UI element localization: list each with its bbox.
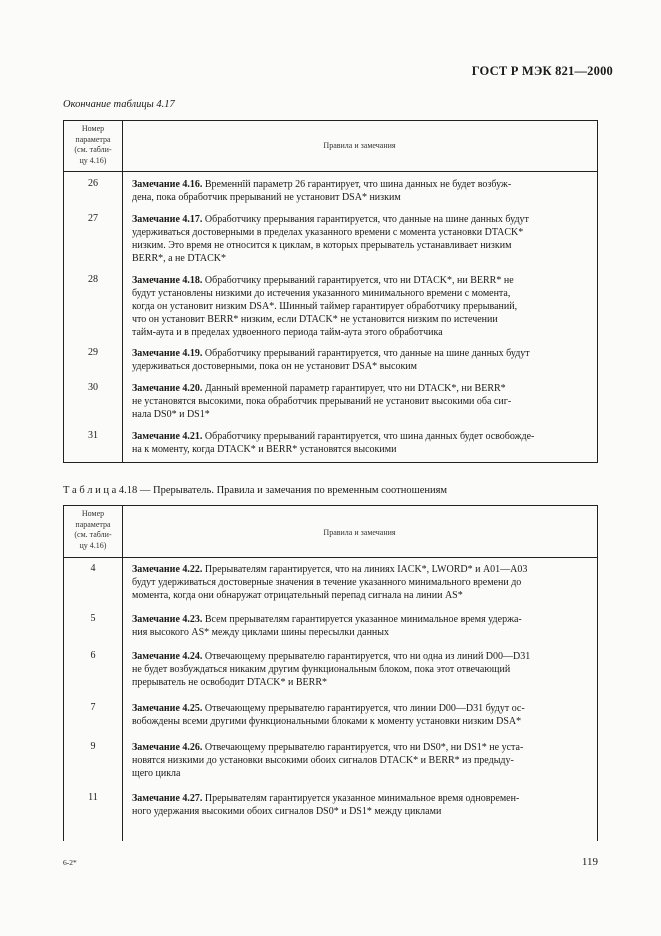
note-text bbox=[132, 347, 588, 373]
note-line: ного удержания высокими обоих сигналов DS0* и DS1* между циклами bbox=[132, 806, 442, 817]
note-title: Замечание 4.20. bbox=[132, 383, 203, 394]
col1-header bbox=[64, 124, 122, 166]
note-line: удерживаться достоверными, пока он не установит DSA* высоким bbox=[132, 361, 417, 372]
table-4-17-end bbox=[63, 120, 598, 463]
param-number: 9 bbox=[90, 741, 96, 752]
note-text bbox=[132, 702, 588, 728]
param-number: 7 bbox=[90, 702, 96, 713]
col1-header bbox=[64, 509, 122, 551]
note-text bbox=[132, 430, 588, 456]
note-text bbox=[132, 650, 588, 689]
note-line: ния высокого AS* между циклами шины пересылки данных bbox=[132, 627, 390, 638]
param-number: 27 bbox=[88, 213, 98, 224]
note-line: вобождены всеми другими функциональными блоками к моменту установки низким DSA* bbox=[132, 716, 522, 727]
note-text bbox=[132, 274, 588, 339]
note-title: Замечание 4.18. bbox=[132, 275, 203, 286]
note-title: Замечание 4.21. bbox=[132, 431, 203, 442]
note-line: Отвечающему прерывателю гарантируется, что ни DS0*, ни DS1* не уста- bbox=[202, 742, 524, 753]
note-line: не установятся высокими, пока обработчик прерываний не установит высокими оба сиг- bbox=[132, 396, 512, 407]
note-line: Прерывателям гарантируется указанное минимальное время одновремен- bbox=[202, 793, 520, 804]
note-line: Всем прерывателям гарантируется указанное минимальное время удержа- bbox=[202, 614, 522, 625]
table2-caption: Т а б л и ц а 4.18 — Прерыватель. Правила и замечания по временным соотношениям bbox=[63, 485, 448, 496]
note-text bbox=[132, 213, 588, 265]
column-divider bbox=[122, 121, 123, 462]
header-divider bbox=[64, 557, 597, 558]
note-line: Обработчику прерывания гарантируется, что данные на шине данных будут bbox=[202, 214, 529, 225]
note-line: Обработчику прерываний гарантируется, что шина данных будет освобожде- bbox=[202, 431, 535, 442]
header-divider bbox=[64, 171, 597, 172]
col1-header-line: цу 4.16) bbox=[79, 540, 107, 550]
param-number: 4 bbox=[90, 563, 96, 574]
param-number: 6 bbox=[90, 650, 96, 661]
note-title: Замечание 4.16. bbox=[132, 179, 203, 190]
note-line: будут удерживаться достоверные значения в течение указанного минимального времени до bbox=[132, 577, 522, 588]
note-title: Замечание 4.23. bbox=[132, 614, 203, 625]
note-text bbox=[132, 178, 588, 204]
note-line: Отвечающему прерывателю гарантируется, что линии D00—D31 будут ос- bbox=[202, 703, 525, 714]
note-title: Замечание 4.19. bbox=[132, 348, 203, 359]
note-title: Замечание 4.24. bbox=[132, 651, 203, 662]
note-line: будут установлены низкими до истечения указанного минимального времени с момента, bbox=[132, 288, 511, 299]
note-line: прерыватель не освободит DTACK* и BERR* bbox=[132, 677, 327, 688]
col1-header-line: (см. табли- bbox=[74, 530, 112, 539]
note-line: новятся низкими до установки высокими обоих сигналов DTACK* и BERR* из предыду- bbox=[132, 755, 514, 766]
note-line: удерживаться достоверными в пределах указанного времени с момента установки DTACK* bbox=[132, 227, 524, 238]
param-number: 29 bbox=[88, 347, 98, 358]
note-text bbox=[132, 741, 588, 780]
note-line: когда он установит низким DSA*. Шинный таймер гарантирует обработчику прерываний, bbox=[132, 301, 518, 312]
col1-header-line: Номер bbox=[81, 509, 105, 518]
col1-header-line: параметра bbox=[75, 519, 111, 529]
note-title: Замечание 4.27. bbox=[132, 793, 203, 804]
note-line: Временнîй параметр 26 гарантирует, что шина данных не будет возбуж- bbox=[202, 179, 512, 190]
note-line: нала DS0* и DS1* bbox=[132, 409, 210, 420]
col1-header-line: параметра bbox=[75, 134, 111, 144]
footer-signature-mark: 6-2* bbox=[63, 858, 77, 867]
note-line: момента, когда они обнаружат отрицательный перепад сигнала на линии AS* bbox=[132, 590, 463, 601]
note-title: Замечание 4.22. bbox=[132, 564, 203, 575]
col2-header: Правила и замечания bbox=[323, 528, 396, 537]
param-number: 11 bbox=[88, 792, 98, 803]
col1-header-line: цу 4.16) bbox=[79, 155, 107, 165]
note-line: Данный временной параметр гарантирует, что ни DTACK*, ни BERR* bbox=[202, 383, 506, 394]
note-line: низким. Это время не относится к циклам, в которых прерыватель устанавливает низким bbox=[132, 240, 512, 251]
document-header-title: ГОСТ Р МЭК 821—2000 bbox=[471, 64, 613, 78]
note-line: дена, пока обработчик прерываний не установит DSA* низким bbox=[132, 192, 401, 203]
note-line: BERR*, а не DTACK* bbox=[132, 253, 226, 264]
note-line: не будет возбуждаться никаким другим функциональным блоком, пока этот отвечающий bbox=[132, 664, 511, 675]
param-number: 5 bbox=[90, 613, 96, 624]
note-line: что он установит BERR* низким, если DTACK* не установится низким по истечении bbox=[132, 314, 498, 325]
note-line: Отвечающему прерывателю гарантируется, что ни одна из линий D00—D31 bbox=[202, 651, 531, 662]
param-number: 30 bbox=[88, 382, 98, 393]
note-title: Замечание 4.25. bbox=[132, 703, 203, 714]
col1-header-line: Номер bbox=[81, 124, 105, 133]
col2-header: Правила и замечания bbox=[323, 141, 396, 150]
note-text bbox=[132, 382, 588, 421]
note-line: тайм-аута и в пределах удвоенного периода тайм-аута этого обработчика bbox=[132, 327, 443, 338]
param-number: 26 bbox=[88, 178, 98, 189]
page-number: 119 bbox=[581, 856, 598, 868]
note-line: Обработчику прерываний гарантируется, что ни DTACK*, ни BERR* не bbox=[202, 275, 514, 286]
note-title: Замечание 4.26. bbox=[132, 742, 203, 753]
note-line: Обработчику прерываний гарантируется, что данные на шине данных будут bbox=[202, 348, 530, 359]
note-text bbox=[132, 792, 588, 818]
table-4-18 bbox=[63, 505, 598, 841]
param-number: 31 bbox=[88, 430, 98, 441]
table1-caption: Окончание таблицы 4.17 bbox=[63, 99, 175, 110]
note-text bbox=[132, 613, 588, 639]
note-text bbox=[132, 563, 588, 602]
note-line: Прерывателям гарантируется, что на линиях IACK*, LWORD* и A01—A03 bbox=[202, 564, 528, 575]
note-title: Замечание 4.17. bbox=[132, 214, 203, 225]
col1-header-line: (см. табли- bbox=[74, 145, 112, 154]
note-line: щего цикла bbox=[132, 768, 181, 779]
note-line: на к моменту, когда DTACK* и BERR* установятся высокими bbox=[132, 444, 397, 455]
param-number: 28 bbox=[88, 274, 98, 285]
